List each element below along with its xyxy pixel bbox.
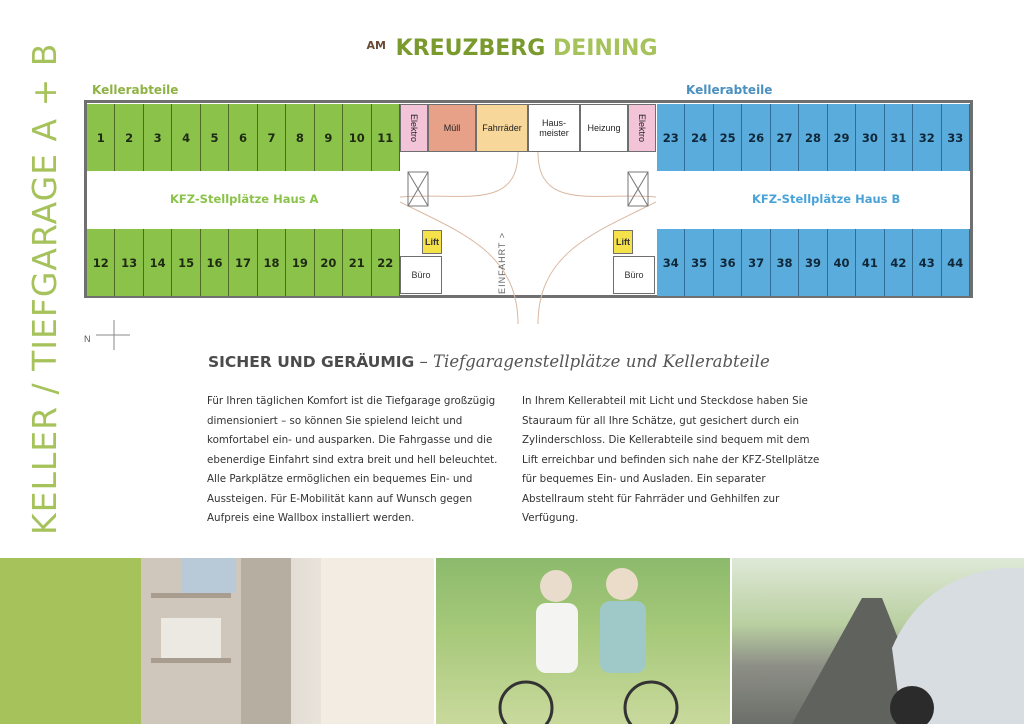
parking-spot: 36 — [714, 229, 742, 296]
photo-cycling-couple — [436, 558, 730, 724]
photo-car-road — [732, 558, 1024, 724]
parking-spot: 31 — [885, 104, 913, 171]
buero-right: Büro — [613, 256, 655, 294]
parking-spot: 6 — [229, 104, 257, 171]
parking-spot: 11 — [372, 104, 400, 171]
parking-spot: 9 — [315, 104, 343, 171]
parking-spot: 13 — [115, 229, 143, 296]
shelves-illustration — [141, 558, 434, 724]
parking-spot: 7 — [258, 104, 286, 171]
parking-spot: 24 — [685, 104, 713, 171]
parking-spot: 41 — [856, 229, 884, 296]
parking-spot: 3 — [144, 104, 172, 171]
parking-spot: 42 — [885, 229, 913, 296]
parking-spot: 16 — [201, 229, 229, 296]
parking-spot: 40 — [828, 229, 856, 296]
parking-spot: 25 — [714, 104, 742, 171]
keller-label-a: Kellerabteile — [92, 83, 179, 97]
section-headline — [208, 352, 770, 372]
buero-left: Büro — [400, 256, 442, 294]
parking-spot: 38 — [771, 229, 799, 296]
headline-bold: SICHER UND GERÄUMIG — [208, 353, 415, 371]
green-accent-block — [0, 558, 141, 724]
keller-label-b: Kellerabteile — [686, 83, 773, 97]
parking-spot: 37 — [742, 229, 770, 296]
parking-spot: 28 — [799, 104, 827, 171]
parking-spot: 8 — [286, 104, 314, 171]
room-fahrraeder: Fahrräder — [476, 104, 528, 152]
parking-spot: 1 — [87, 104, 115, 171]
zone-label-a: KFZ-Stellplätze Haus A — [170, 192, 319, 206]
entrance-label: EINFAHRT > — [497, 232, 507, 294]
cycling-illustration — [436, 558, 730, 724]
parking-spot: 34 — [657, 229, 685, 296]
lift-left: Lift — [422, 230, 442, 254]
brand-part2: DEINING — [552, 36, 658, 61]
parking-spot: 32 — [913, 104, 941, 171]
zone-label-b: KFZ-Stellplätze Haus B — [752, 192, 901, 206]
photo-storage-shelves — [141, 558, 434, 724]
parking-spot: 44 — [942, 229, 970, 296]
room-elektro-left: Elektro — [400, 104, 428, 152]
parking-spot: 12 — [87, 229, 115, 296]
parking-spot: 19 — [286, 229, 314, 296]
room-elektro-right: Elektro — [628, 104, 656, 152]
parking-spot: 10 — [343, 104, 371, 171]
side-title: KELLER / TIEFGARAGE A + B — [25, 42, 64, 535]
parking-spot: 39 — [799, 229, 827, 296]
car-illustration — [732, 558, 1024, 724]
parking-spot: 23 — [657, 104, 685, 171]
parking-spot: 27 — [771, 104, 799, 171]
parking-spot: 33 — [942, 104, 970, 171]
brand-prefix: AM — [366, 39, 386, 52]
parking-spot: 5 — [201, 104, 229, 171]
brand-part1: KREUZBERG — [395, 36, 546, 61]
room-heizung: Heizung — [580, 104, 628, 152]
room-hausmeister: Haus- meister — [528, 104, 580, 152]
parking-spot: 15 — [172, 229, 200, 296]
text-column-right: In Ihrem Kellerabteil mit Licht und Steckdose haben Sie Stauraum für all Ihre Schätze, gut gesichert durch ein Zylinderschloss. Die Kellerabteile sind bequem mit dem Lift erreichbar und befinden sich nahe der KFZ-Stellplätze für bequemes Ein- und Ausladen. Ein separater Abstellraum steht für Fahrräder und Gehhilfen zur Verfügung. — [522, 395, 820, 524]
brand-logo — [0, 36, 1024, 61]
parking-spot: 18 — [258, 229, 286, 296]
parking-spot: 4 — [172, 104, 200, 171]
lift-right: Lift — [613, 230, 633, 254]
parking-spot: 14 — [144, 229, 172, 296]
parking-spot: 30 — [856, 104, 884, 171]
parking-spot: 35 — [685, 229, 713, 296]
parking-spot: 21 — [343, 229, 371, 296]
compass-icon — [94, 320, 134, 350]
parking-spot: 43 — [913, 229, 941, 296]
parking-spot: 2 — [115, 104, 143, 171]
parking-spot: 29 — [828, 104, 856, 171]
compass-north-label: N — [84, 334, 91, 344]
parking-spot: 26 — [742, 104, 770, 171]
headline-italic: – Tiefgaragenstellplätze und Kellerabteile — [414, 352, 770, 371]
parking-spot: 22 — [372, 229, 400, 296]
compass — [84, 334, 91, 344]
room-muell: Müll — [428, 104, 476, 152]
driveway-lines — [400, 152, 656, 324]
parking-spot: 17 — [229, 229, 257, 296]
text-column-left: Für Ihren täglichen Komfort ist die Tiefgarage großzügig dimensioniert – so können Sie spielend leicht und komfortabel ein- und ausparken. Die Fahrgasse und die ebenerdige Einfahrt sind extra breit und hell beleuchtet. Alle Parkplätze ermöglichen ein bequemes Ein- und Aussteigen. Für E-Mobilität kann auf Wunsch gegen Aufpreis eine Wallbox installiert werden. — [207, 395, 498, 524]
parking-spot: 20 — [315, 229, 343, 296]
